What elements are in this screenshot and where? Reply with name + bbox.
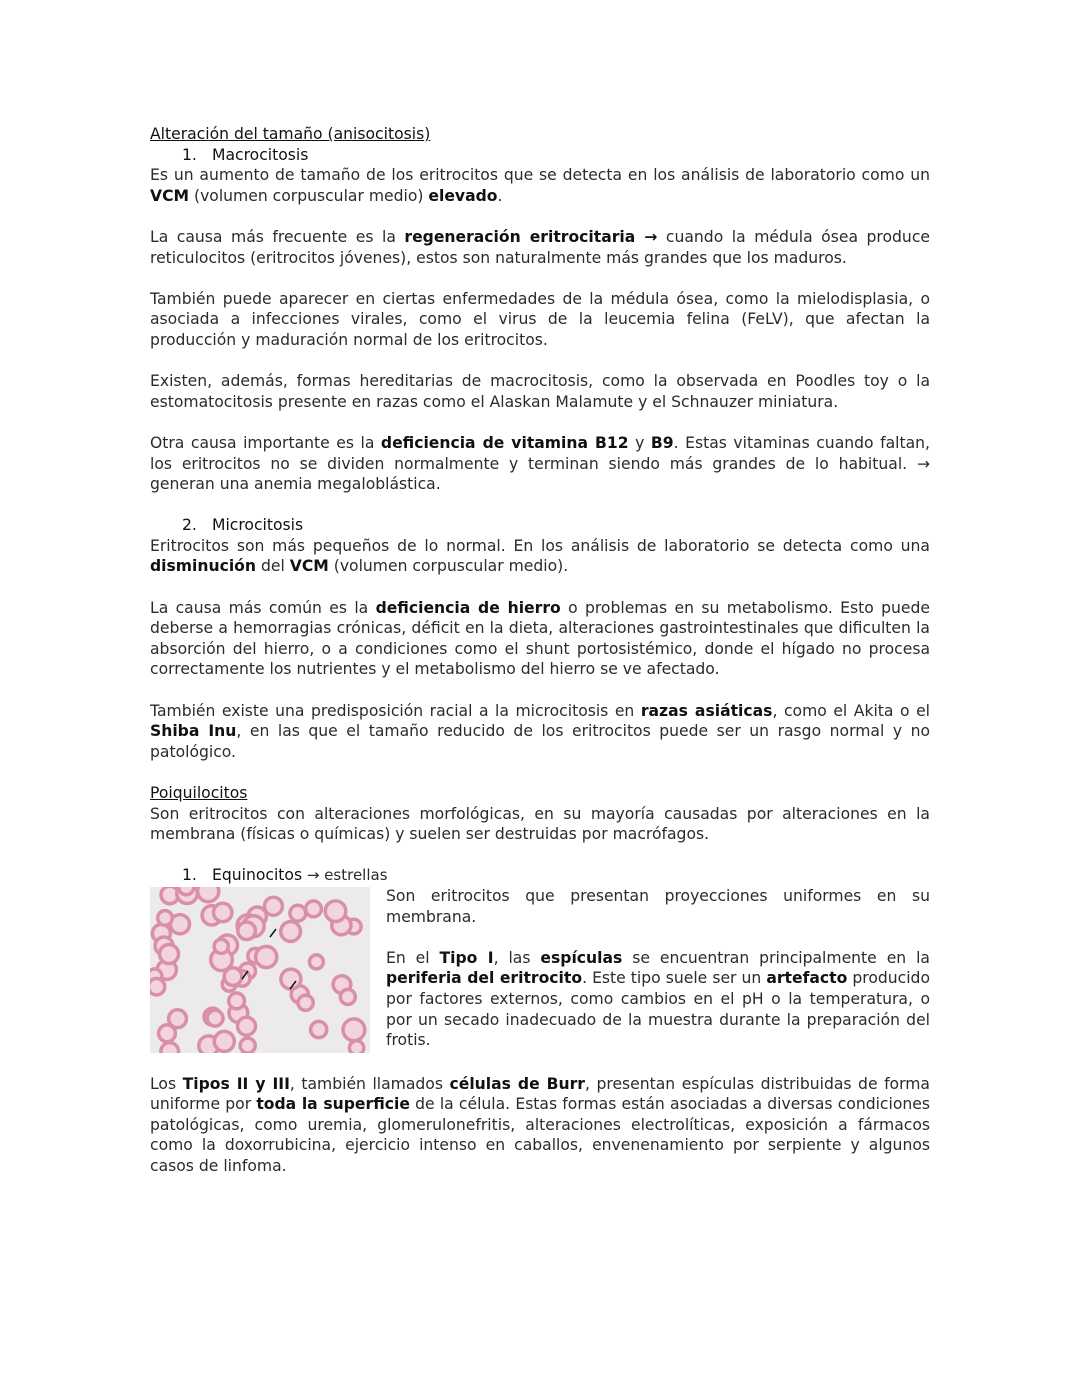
bold-text: VCM — [150, 186, 190, 205]
arrow-marker — [270, 929, 276, 937]
red-blood-cell — [229, 993, 245, 1009]
bold-text: periferia del eritrocito — [386, 969, 583, 988]
text-run: , en las que el tamaño reducido de los eritrocitos puede ser un rasgo normal y no patológico. — [150, 722, 930, 761]
paragraph — [386, 948, 930, 1051]
red-blood-cell — [281, 969, 301, 989]
red-blood-cell — [159, 1025, 176, 1042]
red-blood-cell — [281, 922, 301, 942]
red-blood-cell — [340, 989, 355, 1004]
text-run: Existen, además, formas hereditarias de macrocitosis, como la observada en Poodles toy o la estomatocitosis presente en razas como el Alaskan Malamute y el Schnauzer miniatura. — [150, 372, 930, 411]
text-run: Es un aumento de tamaño de los eritrocitos que se detecta en los análisis de laboratorio como un — [150, 166, 930, 185]
bold-text: Tipos II y III — [182, 1074, 290, 1093]
figure-text — [386, 886, 930, 1053]
list-item-heading — [150, 515, 930, 536]
paragraph — [150, 371, 930, 412]
red-blood-cell — [311, 1021, 327, 1037]
list-label: Macrocitosis — [212, 145, 309, 164]
text-run: producido por factores externos, como cambios en el pH o la temperatura, o por un secado inadecuado de la muestra durante la preparación del frotis. — [386, 969, 931, 1050]
text-run: o problemas en su metabolismo. Esto puede deberse a hemorragias crónicas, déficit en la dieta, alteraciones gastrointestinales que dificulten la absorción del hierro, o a condiciones como el shunt portosistémico, donde el hígado no procesa correctamente los nutrientes y el metabolismo del hierro se ve afectado. — [150, 598, 930, 679]
text-run: La causa más común es la — [150, 598, 376, 617]
section-heading: Alteración del tamaño (anisocitosis) — [150, 125, 431, 143]
red-blood-cell — [150, 978, 165, 994]
red-blood-cell — [207, 1010, 223, 1026]
red-blood-cell — [298, 995, 313, 1010]
paragraph — [150, 433, 930, 495]
list-label: Microcitosis — [212, 516, 304, 535]
list-number: 1. — [182, 145, 197, 164]
bold-text: regeneración eritrocitaria → — [404, 227, 658, 246]
text-run: Otra causa importante es la — [150, 433, 381, 452]
text-run: La causa más frecuente es la — [150, 227, 405, 246]
text-run: Son eritrocitos que presentan proyecciones uniformes en su membrana. — [386, 886, 930, 926]
bold-text: toda la superficie — [256, 1095, 410, 1114]
paragraph — [150, 536, 930, 577]
red-blood-cell — [224, 968, 242, 986]
bold-text: razas asiáticas — [640, 701, 773, 720]
text-run: , como el Akita o el — [772, 701, 930, 720]
list-suffix: → estrellas — [302, 866, 388, 885]
text-run: En el — [386, 948, 440, 967]
red-blood-cell — [306, 901, 322, 917]
bold-text: Shiba Inu — [150, 722, 237, 741]
bold-text: deficiencia de vitamina B12 — [380, 433, 629, 452]
red-blood-cell — [238, 1017, 256, 1035]
text-run: . Estas vitaminas cuando faltan, los eritrocitos no se dividen normalmente y terminan siendo más grandes de lo habitual. → generan una anemia megaloblástica. — [150, 433, 930, 494]
list-number: 1. — [182, 866, 197, 885]
list-number: 2. — [182, 516, 197, 535]
paragraph — [150, 1074, 930, 1177]
text-run: , también llamados — [289, 1074, 450, 1093]
paragraph — [150, 227, 930, 268]
bold-text: disminución — [150, 557, 256, 576]
red-blood-cell — [238, 922, 256, 940]
document-page — [150, 124, 930, 1197]
red-blood-cell — [256, 946, 277, 967]
red-blood-cell — [349, 1041, 363, 1053]
paragraph — [150, 289, 930, 351]
text-run: . — [497, 186, 503, 205]
text-run: También existe una predisposición racial a la microcitosis en — [150, 701, 641, 720]
bold-text: Tipo I — [439, 948, 494, 967]
red-blood-cell — [214, 1031, 234, 1051]
red-blood-cell — [161, 1043, 179, 1053]
text-run: (volumen corpuscular medio). — [328, 557, 569, 576]
text-run: del — [256, 557, 290, 576]
red-blood-cell — [290, 905, 306, 921]
bold-text: deficiencia de hierro — [375, 598, 561, 617]
echinocyte-micrograph — [150, 887, 370, 1053]
text-run: cuando la médula ósea produce reticulocitos (eritrocitos jóvenes), estos son naturalmente más grandes que los maduros. — [150, 227, 930, 267]
red-blood-cell — [198, 887, 219, 902]
blood-smear-image — [150, 887, 370, 1053]
list-item-heading — [150, 865, 930, 886]
red-blood-cell — [158, 911, 173, 926]
paragraph — [150, 701, 930, 763]
list-item-heading — [150, 145, 930, 166]
bold-text: elevado — [428, 186, 498, 205]
text-run: También puede aparecer en ciertas enfermedades de la médula ósea, como la mielodisplasia, o asociada a infecciones virales, como el virus de la leucemia felina (FeLV), que afectan la producción y maduración normal de los eritrocitos. — [150, 289, 930, 349]
text-run: (volumen corpuscular medio) — [189, 186, 429, 205]
bold-text: artefacto — [766, 969, 848, 988]
paragraph — [150, 165, 930, 206]
red-blood-cell — [214, 903, 232, 921]
text-run: , las — [493, 948, 541, 967]
text-run: Los — [150, 1074, 183, 1093]
red-blood-cell — [160, 944, 179, 963]
red-blood-cell — [214, 939, 228, 953]
text-run: de la célula. Estas formas están asociadas a diversas condiciones patológicas, como uremia, glomerulonefritis, alteraciones electrolíticas, exposición a fármacos como la doxorrubicina, ejercicio intenso en caballos, envenenamiento por serpiente y algunos casos de linfoma. — [150, 1095, 930, 1175]
bold-text: células de Burr — [449, 1074, 585, 1093]
red-blood-cell — [343, 1019, 365, 1041]
red-blood-cell — [325, 901, 346, 922]
text-run: Eritrocitos son más pequeños de lo normal. En los análisis de laboratorio se detecta como una — [150, 536, 930, 555]
text-run: . Este tipo suele ser un — [582, 969, 767, 988]
bold-text: espículas — [540, 948, 623, 967]
red-blood-cell — [240, 1038, 255, 1053]
bold-text: VCM — [289, 557, 329, 576]
text-run: se encuentran principalmente en la — [622, 948, 930, 967]
bold-text: B9 — [650, 433, 674, 452]
red-blood-cell — [179, 887, 194, 895]
figure-block — [150, 886, 930, 1053]
paragraph — [386, 886, 930, 927]
list-label: Equinocitos — [212, 866, 303, 885]
text-run: Son eritrocitos con alteraciones morfológicas, en su mayoría causadas por alteraciones en la membrana (físicas o químicas) y suelen ser destruidas por macrófagos. — [150, 804, 930, 844]
paragraph — [150, 804, 930, 845]
paragraph — [150, 598, 930, 680]
text-run: , presentan espículas distribuidas de forma uniforme por — [150, 1074, 930, 1114]
red-blood-cell — [309, 955, 323, 969]
section-heading: Poiquilocitos — [150, 784, 248, 802]
text-run: y — [628, 433, 651, 452]
